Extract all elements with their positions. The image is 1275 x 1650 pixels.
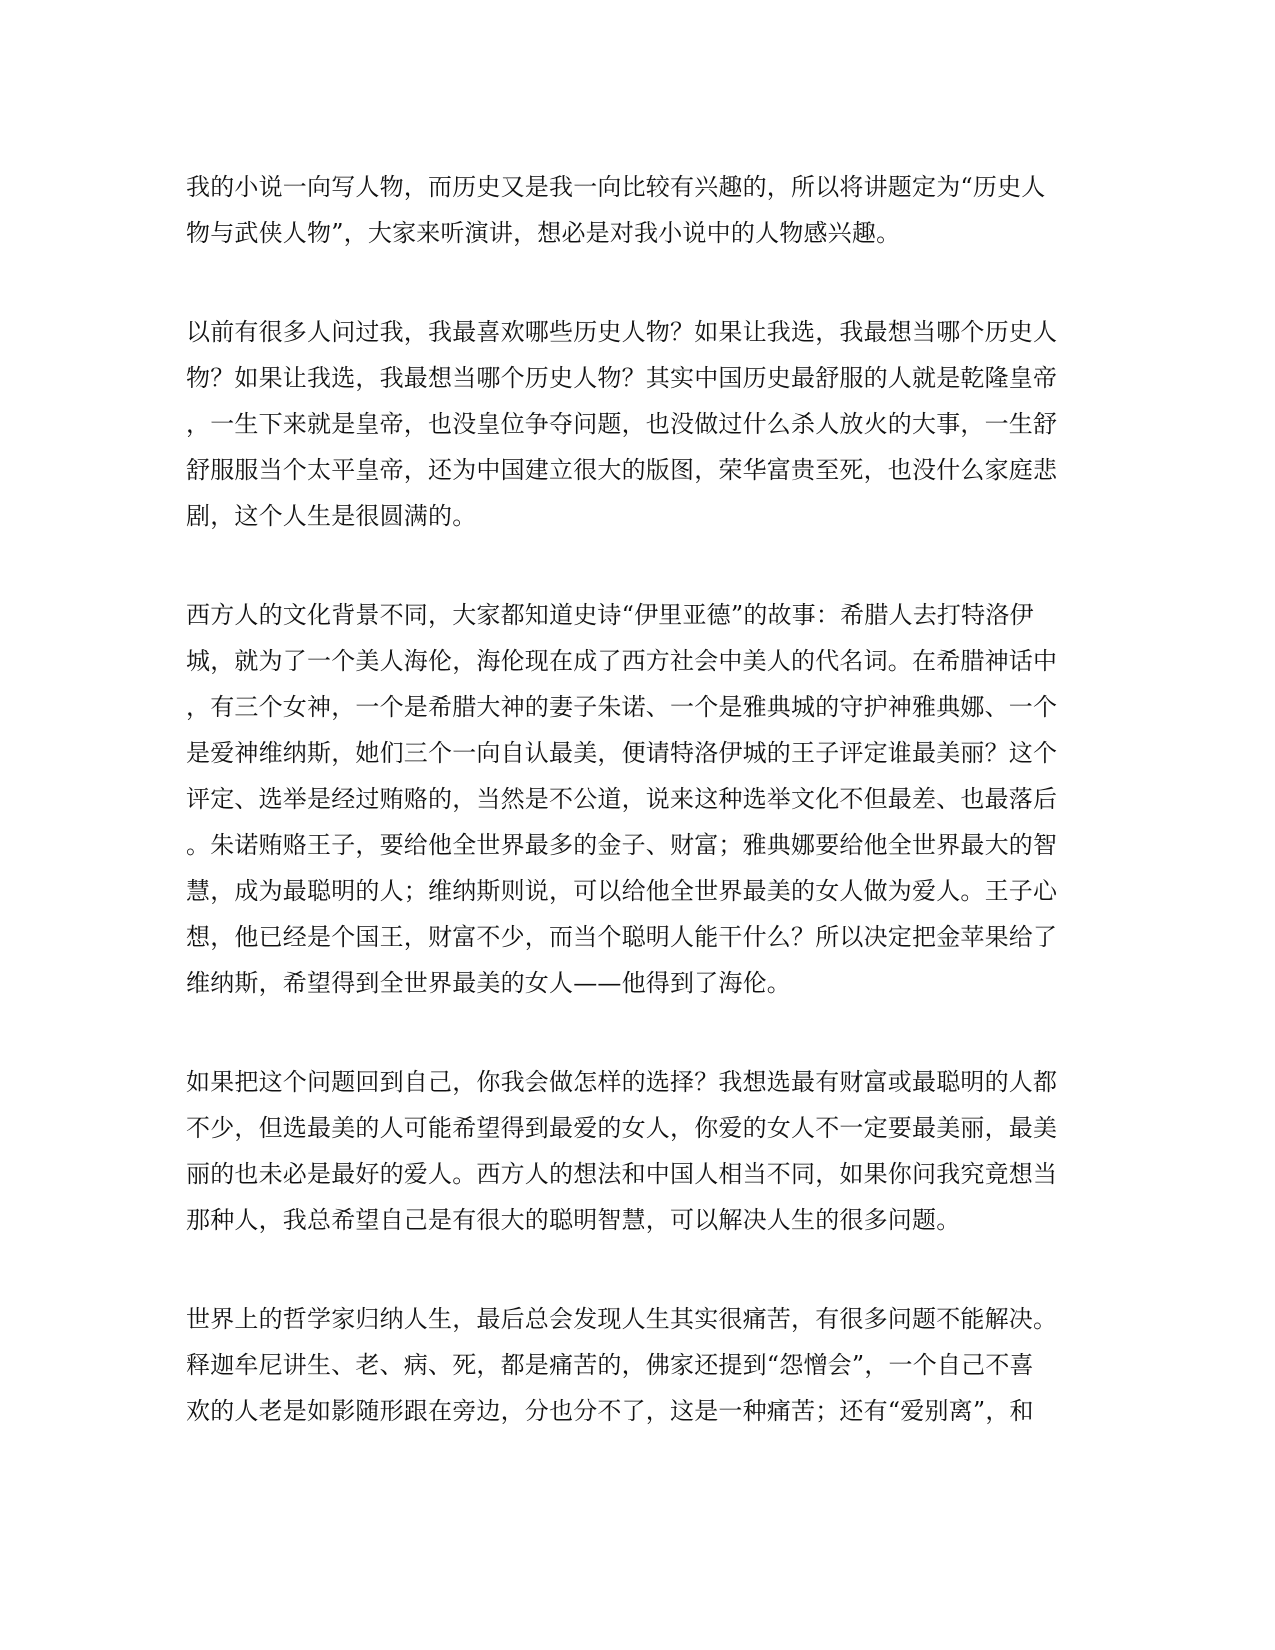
document-body: [186, 164, 1094, 1487]
text-line: 维纳斯，希望得到全世界最美的女人——他得到了海伦。: [186, 969, 791, 997]
text-line: 不少，但选最美的人可能希望得到最爱的女人，你爱的女人不一定要最美丽，最美: [186, 1114, 1058, 1142]
text-line: 以前有很多人问过我，我最喜欢哪些历史人物？如果让我选，我最想当哪个历史人: [186, 318, 1058, 346]
text-line: 剧，这个人生是很圆满的。: [186, 502, 477, 530]
text-line: 评定、选举是经过贿赂的，当然是不公道，说来这种选举文化不但最差、也最落后: [186, 785, 1058, 813]
text-line: 欢的人老是如影随形跟在旁边，分也分不了，这是一种痛苦；还有“爱别离”，和: [186, 1397, 1034, 1425]
text-line: 释迦牟尼讲生、老、病、死，都是痛苦的，佛家还提到“怨憎会”，一个自己不喜: [186, 1351, 1034, 1379]
paragraph-2: [186, 309, 1094, 539]
text-line: 世界上的哲学家归纳人生，最后总会发现人生其实很痛苦，有很多问题不能解决。: [186, 1305, 1058, 1333]
text-line: 是爱神维纳斯，她们三个一向自认最美，便请特洛伊城的王子评定谁最美丽？这个: [186, 739, 1058, 767]
text-line: 舒服服当个太平皇帝，还为中国建立很大的版图，荣华富贵至死，也没什么家庭悲: [186, 456, 1058, 484]
paragraph-4: [186, 1059, 1094, 1243]
text-line: ，一生下来就是皇帝，也没皇位争夺问题，也没做过什么杀人放火的大事，一生舒: [186, 410, 1058, 438]
text-line: 如果把这个问题回到自己，你我会做怎样的选择？我想选最有财富或最聪明的人都: [186, 1068, 1058, 1096]
text-line: 。朱诺贿赂王子，要给他全世界最多的金子、财富；雅典娜要给他全世界最大的智: [186, 831, 1058, 859]
text-line: ，有三个女神，一个是希腊大神的妻子朱诺、一个是雅典城的守护神雅典娜、一个: [186, 693, 1058, 721]
paragraph-3: [186, 592, 1094, 1006]
text-line: 那种人，我总希望自己是有很大的聪明智慧，可以解决人生的很多问题。: [186, 1206, 961, 1234]
text-line: 慧，成为最聪明的人；维纳斯则说，可以给他全世界最美的女人做为爱人。王子心: [186, 877, 1058, 905]
text-line: 我的小说一向写人物，而历史又是我一向比较有兴趣的，所以将讲题定为“历史人: [186, 173, 1046, 201]
text-line: 物与武侠人物”，大家来听演讲，想必是对我小说中的人物感兴趣。: [186, 219, 901, 247]
text-line: 丽的也未必是最好的爱人。西方人的想法和中国人相当不同，如果你问我究竟想当: [186, 1160, 1058, 1188]
text-line: 西方人的文化背景不同，大家都知道史诗“伊里亚德”的故事：希腊人去打特洛伊: [186, 601, 1034, 629]
text-line: 物？如果让我选，我最想当哪个历史人物？其实中国历史最舒服的人就是乾隆皇帝: [186, 364, 1058, 392]
text-line: 想，他已经是个国王，财富不少，而当个聪明人能干什么？所以决定把金苹果给了: [186, 923, 1058, 951]
text-line: 城，就为了一个美人海伦，海伦现在成了西方社会中美人的代名词。在希腊神话中: [186, 647, 1058, 675]
paragraph-5: [186, 1296, 1094, 1434]
paragraph-1: [186, 164, 1094, 256]
